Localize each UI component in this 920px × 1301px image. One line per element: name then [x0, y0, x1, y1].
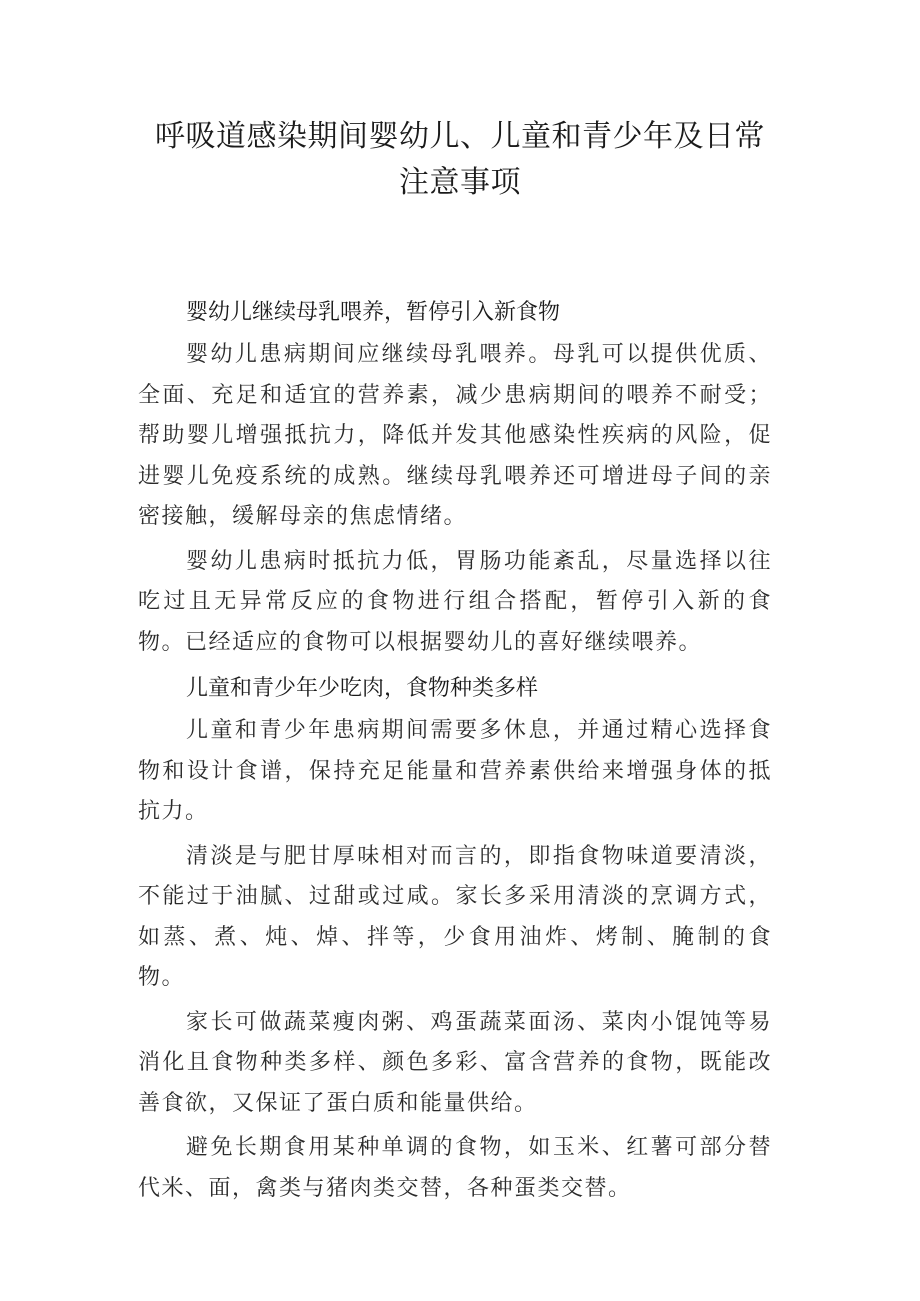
section-heading: 婴幼儿继续母乳喂养，暂停引入新食物: [186, 300, 561, 325]
paragraph: 儿童和青少年患病期间需要多休息，并通过精心选择食物和设计食谱，保持充足能量和营养素供给来增强身体的抵抗力。: [138, 718, 772, 824]
document-body: [138, 291, 772, 1213]
paragraph: 婴幼儿患病时抵抗力低，胃肠功能紊乱，尽量选择以往吃过且无异常反应的食物进行组合搭配，暂停引入新的食物。已经适应的食物可以根据婴幼儿的喜好继续喂养。: [138, 548, 772, 655]
document-title: 呼吸道感染期间婴幼儿、儿童和青少年及日常注意事项: [155, 119, 765, 200]
section-infants: [138, 291, 772, 667]
section-children-teens: [138, 667, 772, 1213]
paragraph: 清淡是与肥甘厚味相对而言的，即指食物味道要清淡，不能过于油腻、过甜或过咸。家长多采用清淡的烹调方式，如蒸、煮、炖、焯、拌等，少食用油炸、烤制、腌制的食物。: [138, 843, 772, 990]
paragraph: 避免长期食用某种单调的食物，如玉米、红薯可部分替代米、面，禽类与猪肉类交替，各种蛋类交替。: [138, 1135, 772, 1201]
section-heading: 儿童和青少年少吃肉，食物种类多样: [186, 676, 539, 701]
paragraph: 家长可做蔬菜瘦肉粥、鸡蛋蔬菜面汤、菜肉小馄饨等易消化且食物种类多样、颜色多彩、富含营养的食物，既能改善食欲，又保证了蛋白质和能量供给。: [138, 1009, 772, 1116]
paragraph: 婴幼儿患病期间应继续母乳喂养。母乳可以提供优质、全面、充足和适宜的营养素，减少患病期间的喂养不耐受；帮助婴儿增强抵抗力，降低并发其他感染性疾病的风险，促进婴儿免疫系统的成熟。继续母乳喂养还可增进母子间的亲密接触，缓解母亲的焦虑情绪。: [138, 342, 772, 529]
